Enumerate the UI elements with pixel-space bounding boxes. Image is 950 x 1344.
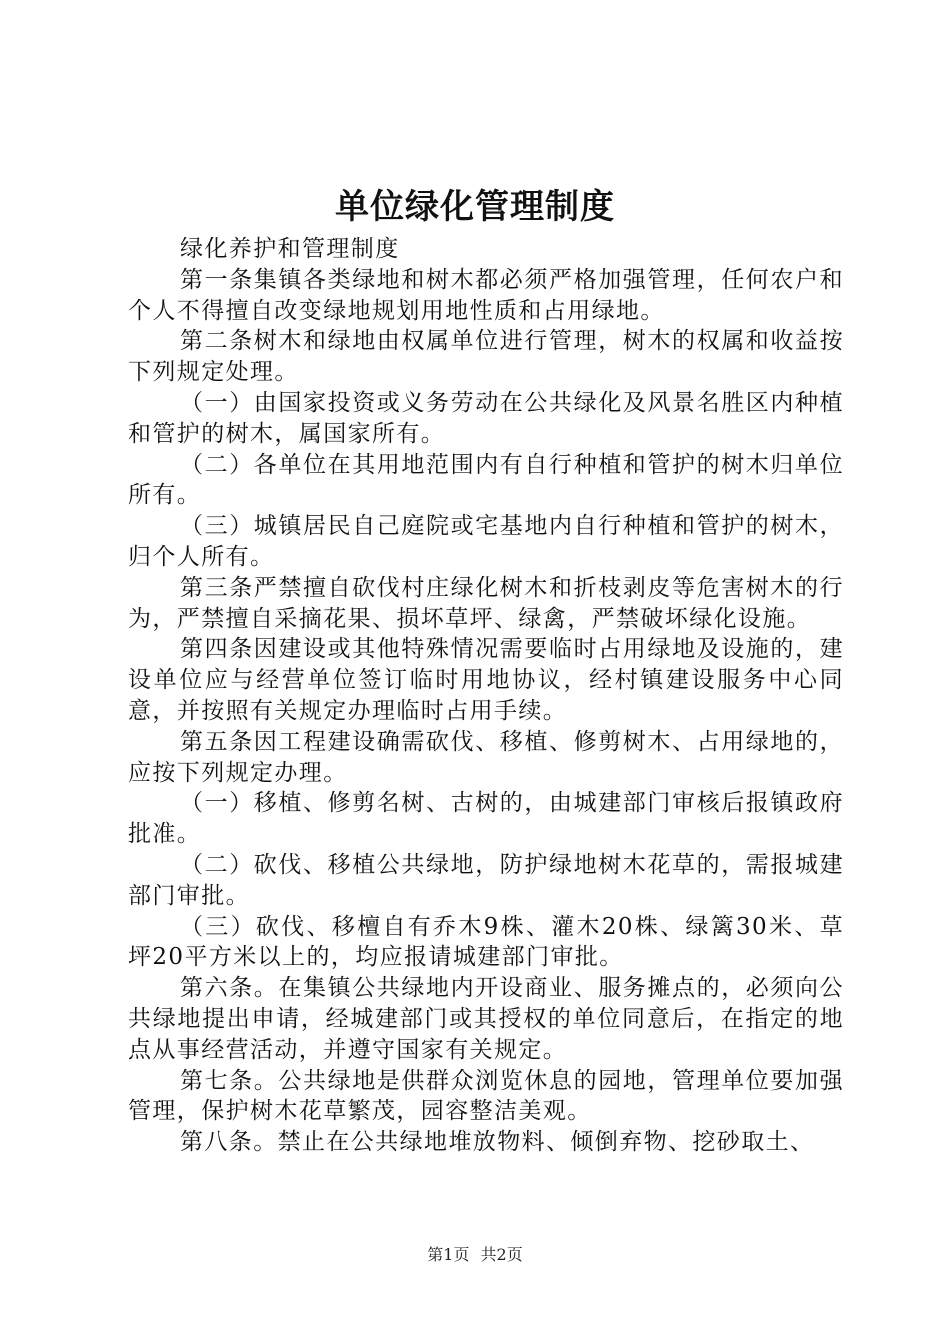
paragraph: 第四条因建设或其他特殊情况需要临时占用绿地及设施的，建设单位应与经营单位签订临时用地协议，经村镇建设服务中心同意，并按照有关规定办理临时占用手续。 [128, 636, 844, 724]
document-body [128, 234, 844, 1158]
paragraph: 第八条。禁止在公共绿地堆放物料、倾倒弃物、挖砂取土、 [180, 1129, 815, 1156]
paragraph: （二）砍伐、移植公共绿地，防护绿地树木花草的，需报城建部门审批。 [128, 851, 844, 909]
paragraph: 第五条因工程建设确需砍伐、移植、修剪树木、占用绿地的，应按下列规定办理。 [128, 728, 844, 786]
paragraph: 第三条严禁擅自砍伐村庄绿化树木和折枝剥皮等危害树木的行为，严禁擅自采摘花果、损坏草坪、绿禽，严禁破坏绿化设施。 [128, 574, 844, 632]
page-total: 共2页 [480, 1245, 523, 1264]
paragraph: 第七条。公共绿地是供群众浏览休息的园地，管理单位要加强管理，保护树木花草繁茂，园容整洁美观。 [128, 1067, 844, 1125]
paragraph: （二）各单位在其用地范围内有自行种植和管护的树木归单位所有。 [128, 451, 844, 509]
page-footer [0, 1244, 950, 1266]
paragraph: （三）城镇居民自己庭院或宅基地内自行种植和管护的树木，归个人所有。 [128, 513, 844, 570]
page-number: 第1页 [427, 1245, 470, 1264]
document-title: 单位绿化管理制度 [335, 187, 615, 227]
paragraph: （三）砍伐、移檀自有乔木9株、灌木20株、绿篱30米、草坪20平方米以上的，均应报请城建部门审批。 [128, 913, 844, 971]
paragraph: 第六条。在集镇公共绿地内开设商业、服务摊点的，必须向公共绿地提出申请，经城建部门或其授权的单位同意后，在指定的地点从事经营活动，并遵守国家有关规定。 [128, 975, 844, 1063]
paragraph: （一）移植、修剪名树、古树的，由城建部门审核后报镇政府批准。 [128, 790, 844, 848]
paragraph: 绿化养护和管理制度 [180, 236, 400, 262]
paragraph: （一）由国家投资或义务劳动在公共绿化及风景名胜区内种植和管护的树木，属国家所有。 [128, 389, 844, 447]
paragraph: 第二条树木和绿地由权属单位进行管理，树木的权属和收益按下列规定处理。 [128, 328, 844, 386]
paragraph: 第一条集镇各类绿地和树木都必须严格加强管理，任何农户和个人不得擅自改变绿地规划用地性质和占用绿地。 [128, 266, 844, 324]
